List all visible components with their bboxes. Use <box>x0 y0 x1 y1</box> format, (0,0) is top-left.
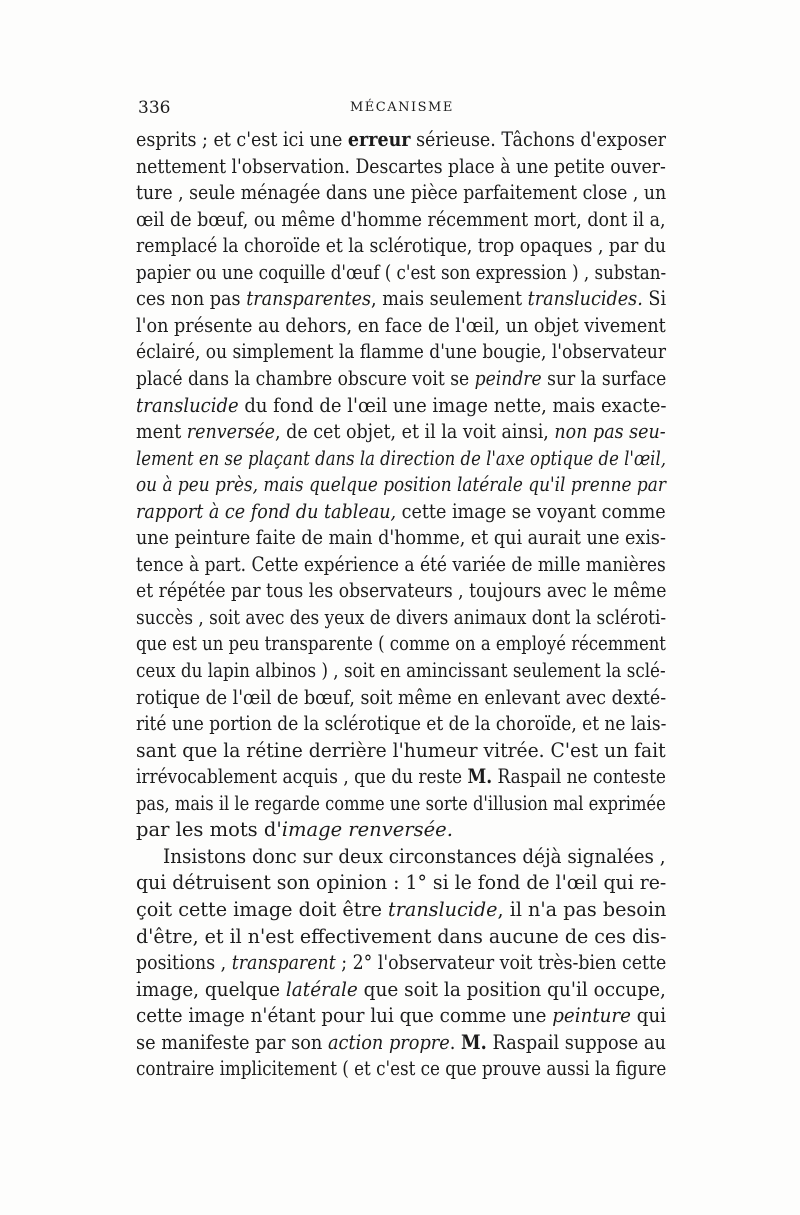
text-line <box>136 525 666 551</box>
text-segment: Insistons donc sur deux circonstances déjà signalées , <box>163 844 666 868</box>
text-segment: sant que la rétine derrière l'humeur vitrée. C'est un fait <box>136 738 666 762</box>
text-segment: contraire implicitement ( et c'est ce que prouve aussi la figure <box>136 1057 667 1081</box>
text-line <box>136 366 666 392</box>
text-segment: cette image se voyant comme <box>396 499 666 523</box>
text-line <box>136 950 666 976</box>
text-segment: papier ou une coquille d'œuf ( c'est son expression ) , substan- <box>136 260 667 284</box>
text-segment: Raspail ne conteste <box>492 765 666 789</box>
text-line <box>136 1030 666 1056</box>
text-line <box>136 472 666 498</box>
text-segment: çoit cette image doit être <box>136 897 389 921</box>
text-line <box>163 844 666 870</box>
text-line <box>136 127 666 153</box>
text-segment: remplacé la choroïde et la sclérotique, trop opaques , par du <box>136 234 666 258</box>
text-segment: succès , soit avec des yeux de divers animaux dont la scléroti- <box>136 605 667 629</box>
text-segment: d' <box>263 818 282 842</box>
text-segment: que est un peu transparente ( comme on a employé récemment <box>136 632 666 656</box>
text-segment: qui détruisent son opinion : 1° si le fond de l'œil qui re- <box>136 871 667 895</box>
text-line <box>136 817 453 843</box>
text-segment: nettement l'observation. Descartes place à une petite ouver- <box>136 154 666 178</box>
bold-text: M. <box>461 1030 487 1054</box>
text-line <box>136 791 666 817</box>
italic-text: latérale <box>285 977 358 1001</box>
text-segment: que soit la position qu'il occupe, <box>357 977 666 1001</box>
text-segment: ture , seule ménagée dans une pièce parfaitement close , un <box>136 181 667 205</box>
text-line <box>136 419 666 445</box>
text-line <box>136 685 666 711</box>
text-segment: éclairé, ou simplement la flamme d'une bougie, l'observateur <box>136 340 667 364</box>
italic-text: rapport à ce fond du tableau, <box>136 499 397 523</box>
text-segment: irrévocablement acquis , que du reste <box>136 765 468 789</box>
text-line <box>136 658 666 684</box>
text-segment: rotique de l'œil de bœuf, soit même en enlevant avec dexté- <box>136 685 667 709</box>
text-line <box>136 711 666 737</box>
italic-text: image renversée. <box>281 818 453 842</box>
text-segment: ces non pas <box>136 287 247 311</box>
text-segment: une peinture faite de main d'homme, et qui aurait une exis- <box>136 526 666 550</box>
text-line <box>136 1056 666 1082</box>
text-segment: ceux du lapin albinos ) , soit en amincissant seulement la sclé- <box>136 659 666 682</box>
text-segment: d'être, et il n'est effectivement dans aucune de ces dis- <box>136 924 667 948</box>
text-line <box>136 1003 666 1029</box>
running-title: MÉCANISME <box>350 100 454 115</box>
text-line <box>136 631 666 657</box>
text-line <box>136 897 666 923</box>
bold-text: erreur <box>347 128 411 151</box>
italic-text: translucide <box>136 393 239 417</box>
italic-text: ou à peu près, mais quelque position latérale qu'il prenne par <box>136 473 666 497</box>
text-segment: sérieuse. Tâchons d'exposer <box>410 128 666 151</box>
text-segment: Raspail suppose au <box>486 1030 666 1054</box>
italic-text: renversée <box>186 420 276 444</box>
italic-text: peinture <box>552 1004 631 1028</box>
text-line <box>136 552 666 578</box>
text-line <box>136 233 666 259</box>
text-line <box>136 870 666 896</box>
text-line <box>136 764 666 790</box>
text-line <box>136 578 666 604</box>
italic-text: translucide <box>388 897 498 921</box>
italic-text: action propre <box>327 1030 450 1054</box>
page-number: 336 <box>138 98 171 118</box>
text-segment: œil de bœuf, ou même d'homme récemment mort, dont il a, <box>136 207 666 231</box>
text-line <box>136 924 666 950</box>
page-header <box>138 98 668 120</box>
text-segment: qui <box>630 1004 667 1028</box>
text-segment: ment <box>136 420 187 444</box>
text-line <box>136 260 666 286</box>
text-line <box>136 977 666 1003</box>
italic-text: translucides. <box>527 287 643 311</box>
text-segment: ; 2° l'observateur voit très-bien cette <box>335 951 667 975</box>
text-segment: se manifeste par son <box>136 1030 328 1054</box>
text-segment: , de cet objet, et il la voit ainsi, <box>275 420 555 444</box>
text-segment: du fond de l'œil une image nette, mais exacte- <box>238 393 667 417</box>
text-segment: Si <box>642 287 667 311</box>
text-segment: sur la surface <box>541 366 667 390</box>
text-line <box>136 446 666 472</box>
text-segment: et répétée par tous les observateurs , toujours avec le même <box>136 579 667 603</box>
text-line <box>136 286 666 312</box>
text-segment: l'on présente au dehors, en face de l'œil, un objet vivement <box>136 313 666 337</box>
text-segment: , mais seulement <box>371 287 528 311</box>
text-line <box>136 738 666 764</box>
text-segment: esprits ; et c'est ici une <box>136 128 348 151</box>
text-line <box>136 339 666 365</box>
text-line <box>136 605 666 631</box>
text-segment: pas, mais il le regarde comme une sorte d'illusion mal exprimée <box>136 791 666 815</box>
text-segment: tence à part. Cette expérience a été variée de mille manières <box>136 552 666 576</box>
text-segment: positions , <box>136 951 232 975</box>
text-line <box>136 154 666 180</box>
text-line <box>136 499 666 525</box>
text-segment: placé dans la chambre obscure voit se <box>136 366 475 390</box>
text-segment: . <box>449 1030 462 1054</box>
text-segment: rité une portion de la sclérotique et de la choroïde, et ne lais- <box>136 712 667 736</box>
italic-text: transparent <box>231 951 336 975</box>
text-segment: image, quelque <box>136 977 286 1001</box>
text-line <box>136 180 666 206</box>
bold-text: M. <box>467 765 493 789</box>
text-segment: par les mots <box>136 818 264 842</box>
text-line <box>136 313 666 339</box>
italic-text: transparentes <box>246 287 372 311</box>
text-segment: , il n'a pas besoin <box>497 897 667 921</box>
text-line <box>136 207 666 233</box>
italic-text: peindre <box>474 366 542 390</box>
text-line <box>136 393 666 419</box>
text-segment: cette image n'étant pour lui que comme une <box>136 1004 553 1028</box>
italic-text: lement en se plaçant dans la direction de l'axe optique de l'œil, <box>136 446 666 470</box>
italic-text: non pas seu- <box>554 420 666 444</box>
